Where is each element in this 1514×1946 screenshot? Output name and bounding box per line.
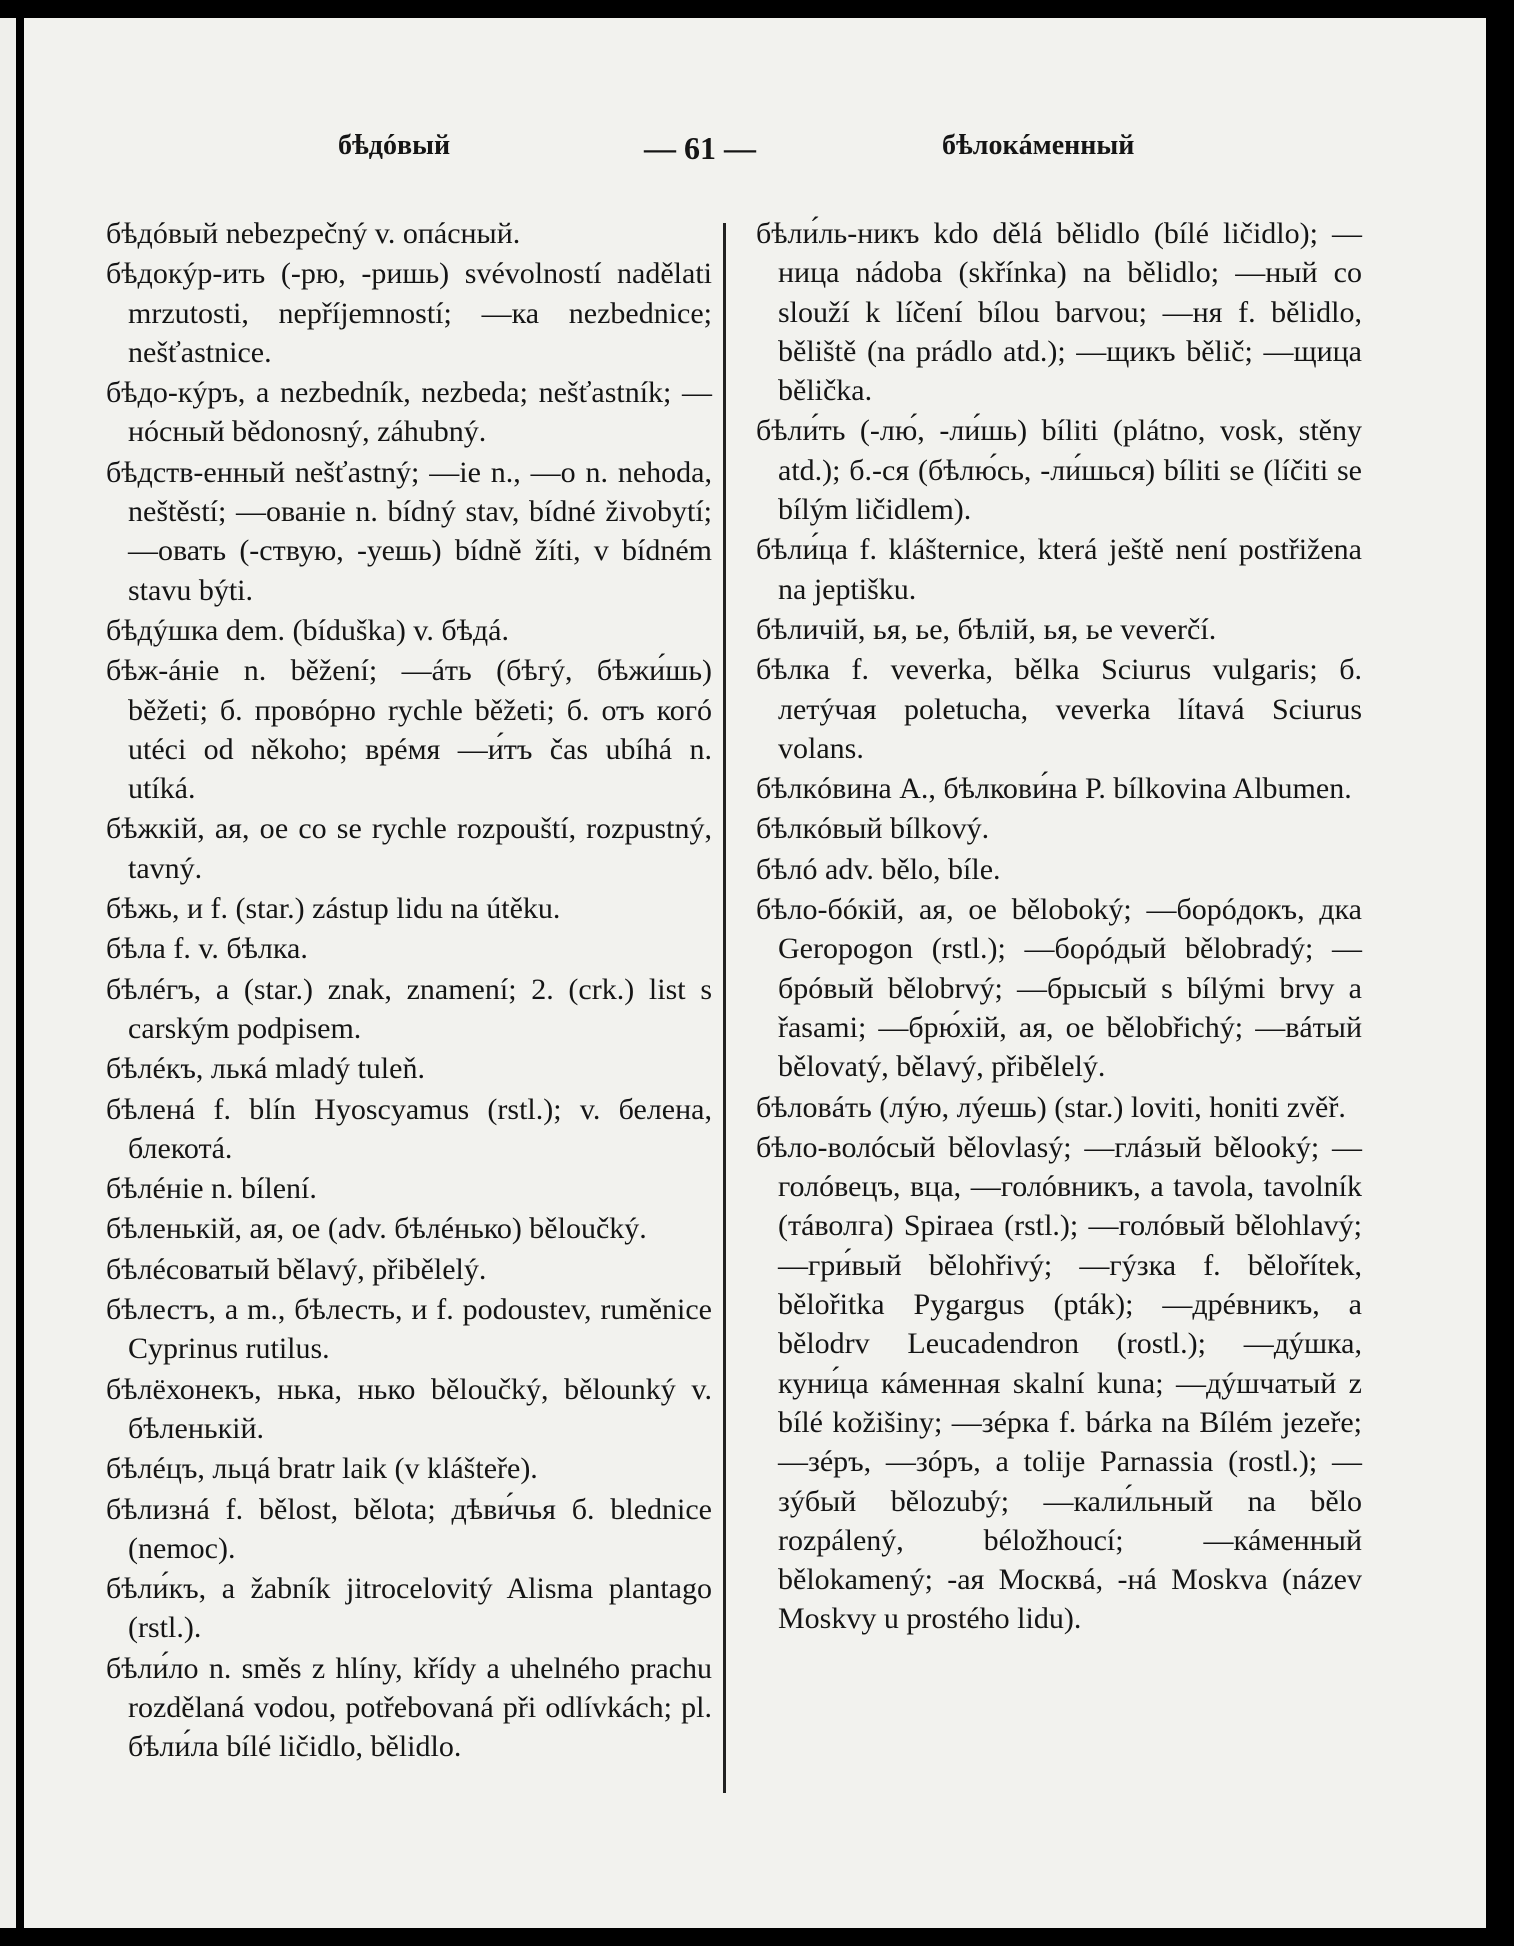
dictionary-entry: бѣлкóвина A., бѣлкови́на P. bílkovina Albumen. xyxy=(756,772,1352,806)
dictionary-entry: бѣли́къ, а žabník jitrocelovitý Alisma plantago (rstl.). xyxy=(106,1572,712,1645)
right-guide-word: бѣлокáменный xyxy=(942,130,1135,161)
dictionary-entry: бѣлéкъ, лькá mladý tuleň. xyxy=(106,1052,425,1086)
dictionary-entry: бѣдýшка dem. (bíduška) v. бѣдá. xyxy=(106,613,509,647)
dictionary-entry: бѣлестъ, а m., бѣлесть, и f. podoustev, ruměnice Cyprinus rutilus. xyxy=(106,1293,712,1366)
dictionary-entry: бѣлéгъ, а (star.) znak, znamení; 2. (crk.) list s carským podpisem. xyxy=(106,972,712,1045)
dictionary-entry: бѣлéсоватый bělavý, přibělelý. xyxy=(106,1252,487,1286)
dictionary-entry: бѣж-áніе n. běžení; —áть (бѣгý, бѣжи́шь) běžeti; б. провóрно rychle běžeti; б. отъ когó utéci od někoho; врéмя —и́тъ čas ubíhá n. utíká. xyxy=(106,654,712,806)
page-number: — 61 — xyxy=(644,130,756,166)
dictionary-entry: бѣли́ть (-лю́, -ли́шь) bíliti (plátno, vosk, stěny atd.); б.-ся (бѣлю́сь, -ли́шься) bíliti se (líčiti se bílým ličidlem). xyxy=(756,414,1362,527)
dictionary-entry: бѣлка f. veverka, bělka Sciurus vulgaris; б. летýчая poletucha, veverka lítavá Sciurus volans. xyxy=(756,653,1362,765)
dictionary-entry: бѣли́ль-никъ kdo dělá bělidlo (bílé ličidlo); —ница nádoba (skřínka) na bělidlo; —ный co slouží k líčení bílou barvou; —ня f. bělidlo, běliště (na prádlo atd.); —щикъ bělič; —щица bělička. xyxy=(756,217,1362,408)
left-guide-word: бѣдóвый xyxy=(338,130,451,161)
dictionary-entry: бѣдств-енный nešťastný; —іе n., —о n. nehoda, neštěstí; —ованіе n. bídný stav, bídné živobytí; —овать (-ствую, -уешь) bídně žíti, v bídném stavu býti. xyxy=(106,455,712,607)
dictionary-entry: бѣлёхонекъ, нька, нько běloučký, bělounký v. бѣленькій. xyxy=(106,1372,712,1445)
running-header xyxy=(24,130,1486,180)
dictionary-entry: бѣжь, и f. (star.) zástup lidu na útěku. xyxy=(106,892,561,926)
previous-page-edge xyxy=(0,18,16,1928)
dictionary-entry: бѣла f. v. бѣлка. xyxy=(106,932,308,966)
dictionary-entry: бѣловáть (лýю, лýешь) (star.) loviti, honiti zvěř. xyxy=(756,1090,1346,1124)
dictionary-entry: бѣличій, ья, ье, бѣлій, ья, ье veverčí. xyxy=(756,612,1217,646)
dictionary-entry: бѣлéцъ, льцá bratr laik (v klášteře). xyxy=(106,1452,538,1486)
dictionary-entry: бѣло-волóсый bělovlasý; —глáзый bělooký; —голóвецъ, вца, —голóвникъ, а tavola, tavolník (тáволга) Spiraea (rstl.); —голóвый bělohlavý; —гри́вый bělohřivý; —гýзка f. bělořítek, bělořitka Pygargus (pták); —дрéвникъ, а bělodrv Leucadendron (rostl.); —дýшка, куни́ца кáменная skalní kuna; —дýшчатый z bílé kožišiny; —зéрка f. bárka na Bílém jezeře; —зéръ, —зóръ, а tolije Parnassia (rostl.); —зýбый bělozubý; —кали́льный na bělo rozpálený, béložhoucí; —кáменный bělokamený; -ая Москвá, -нá Moskva (název Moskvy u prostého lidu). xyxy=(756,1130,1362,1636)
dictionary-page xyxy=(24,18,1486,1928)
dictionary-entry: бѣло-бóкій, ая, ое běloboký; —борóдокъ, дка Geropogon (rstl.); —бορóдый bělobradý; —брóвый bělobrvý; —брысый s bílými brvy a řasami; —брю́хій, ая, ое bělobřichý; —вáтый bělovatý, bělavý, přibělelý. xyxy=(756,893,1362,1084)
dictionary-entry: бѣли́ло n. směs z hlíny, křídy a uhelného prachu rozdělaná vodou, potřebovaná při odlívkách; pl. бѣли́ла bílé ličidlo, bělidlo. xyxy=(106,1651,712,1764)
dictionary-entry: бѣдóвый nebezpečný v. опáсный. xyxy=(106,217,521,250)
dictionary-entry: бѣлéніе n. bílení. xyxy=(106,1172,317,1206)
column-divider xyxy=(723,223,726,1793)
dictionary-entry: бѣдо-кýръ, а nezbedník, nezbeda; nešťastník; —нóсный bědonosný, záhubný. xyxy=(106,376,712,449)
dictionary-entry: бѣлó adv. bělo, bíle. xyxy=(756,852,1001,886)
dictionary-entry: бѣжкій, ая, ое co se rychle rozpouští, rozpustný, tavný. xyxy=(106,812,712,885)
dictionary-entry: бѣли́ца f. klášternice, která ještě není postřižena na jeptišku. xyxy=(756,533,1362,606)
dictionary-entry: бѣлизнá f. bělost, bělota; дѣви́чья б. blednice (nemoc). xyxy=(106,1492,712,1565)
dictionary-entry: бѣленькій, ая, ое (adv. бѣлéнько) běloučký. xyxy=(106,1212,647,1246)
right-column xyxy=(756,214,1362,1640)
dictionary-entry: бѣдокýр-ить (-рю, -ришь) svévolností nadělati mrzutosti, nepříjemností; —ка nezbednice; nešťastnice. xyxy=(106,257,712,369)
dictionary-entry: бѣлкóвый bílkový. xyxy=(756,812,990,846)
left-column xyxy=(106,214,712,1768)
dictionary-entry: бѣленá f. blín Hyoscyamus (rstl.); v. белена, блекотá. xyxy=(106,1092,712,1165)
